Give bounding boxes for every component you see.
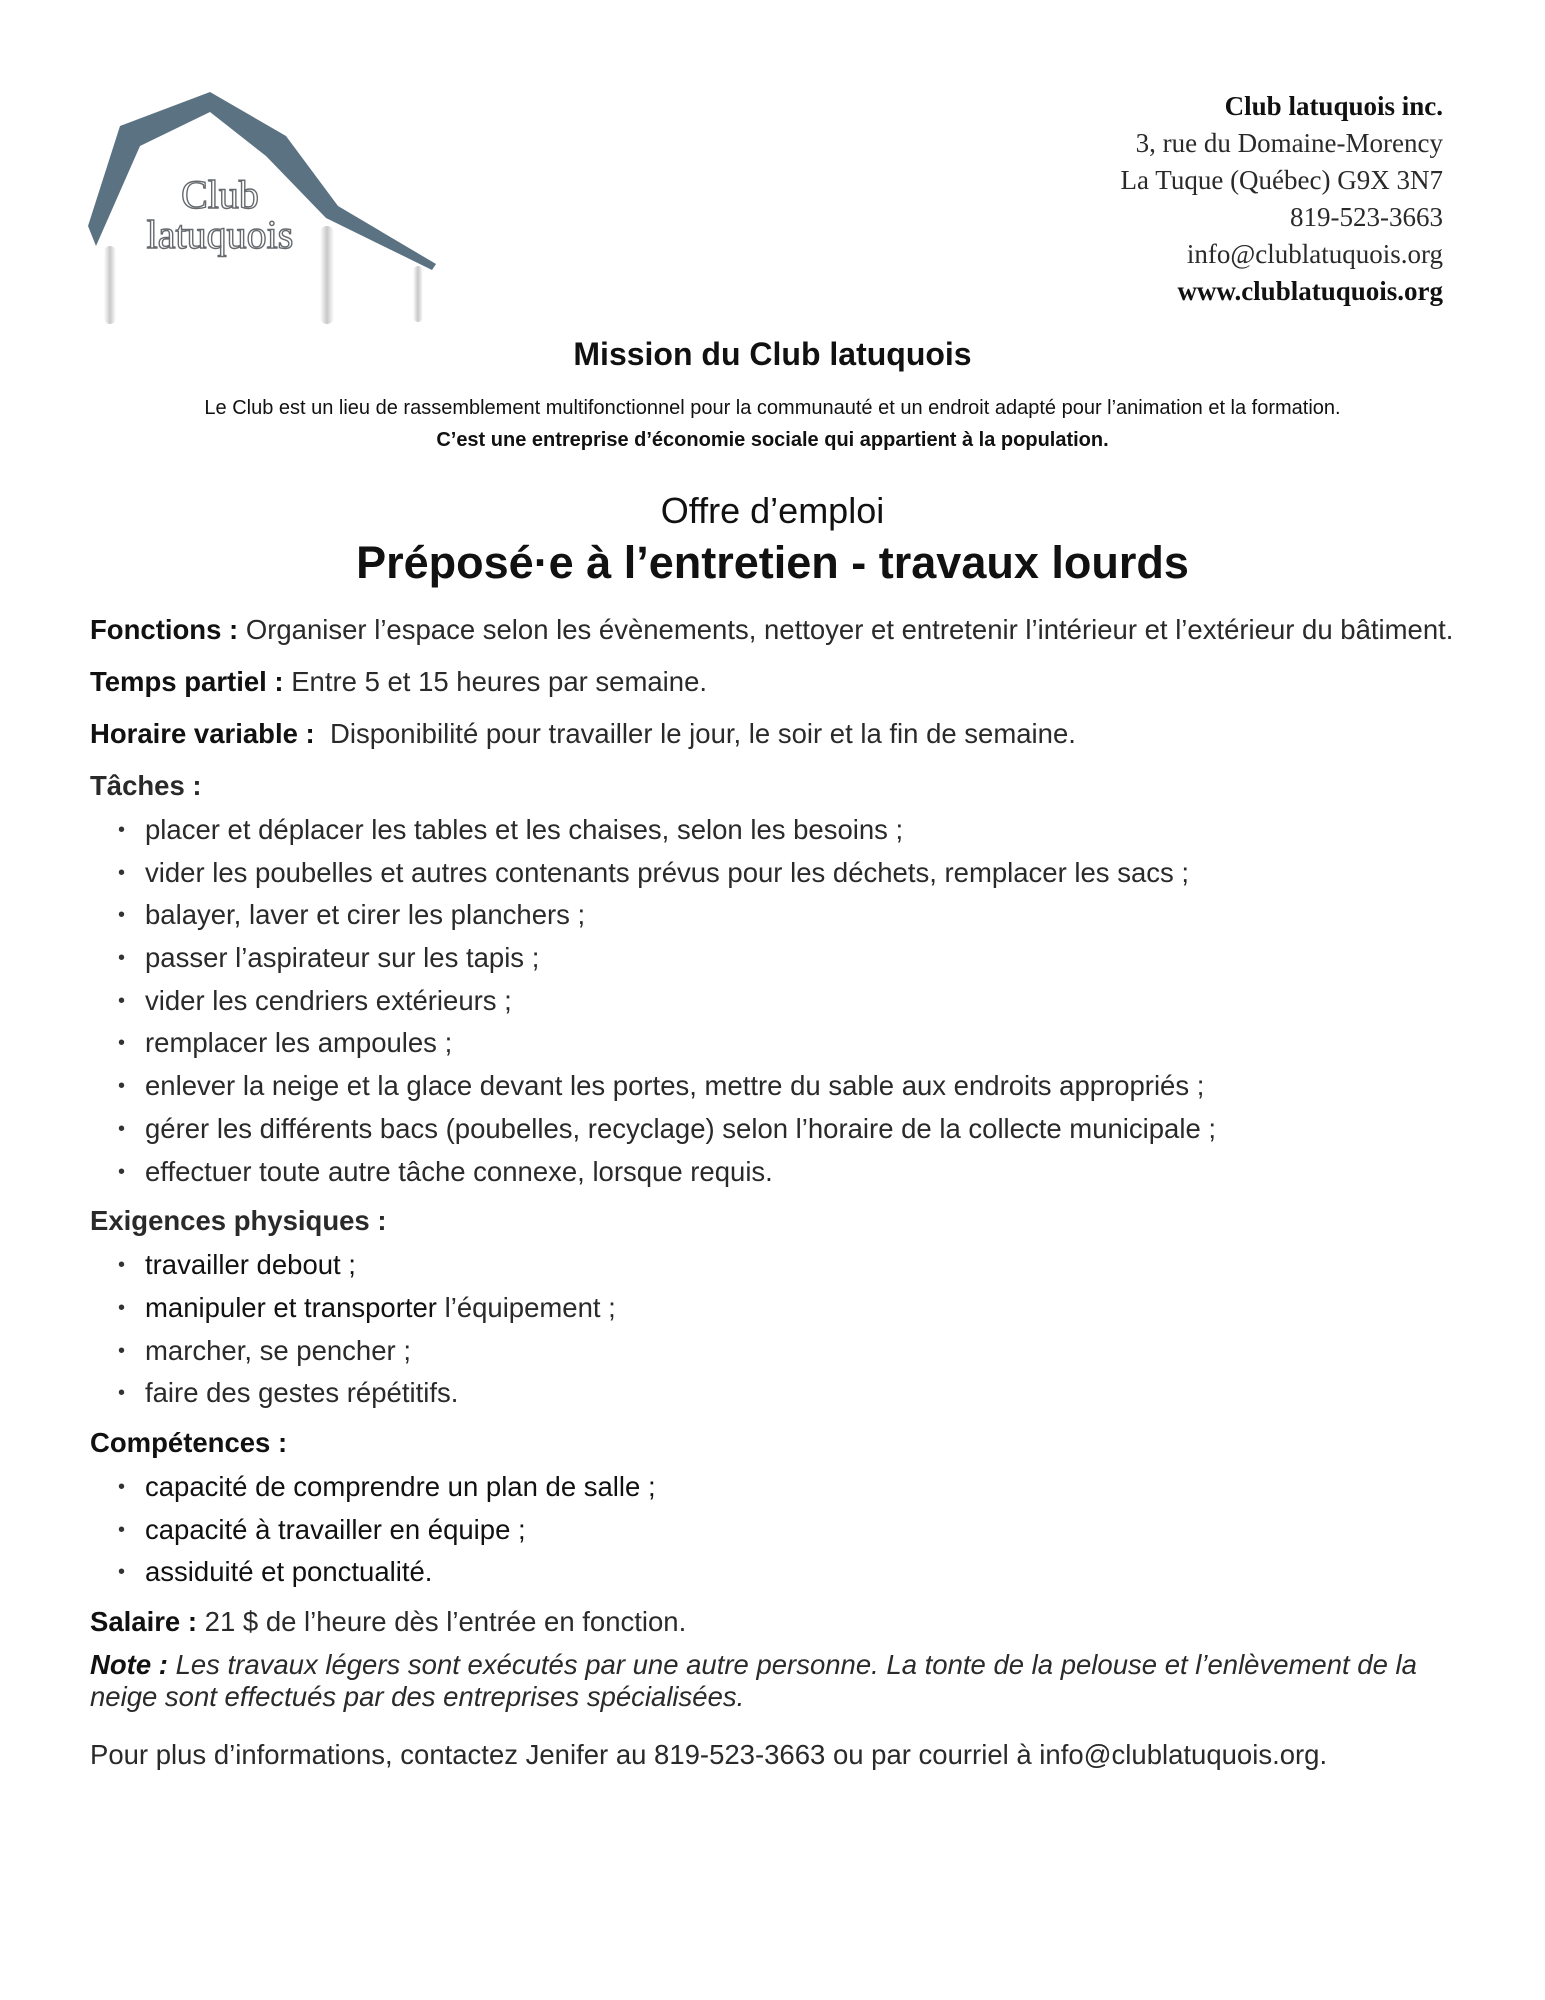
bullet-icon: • — [118, 989, 126, 1012]
taches-heading: Tâches : — [90, 770, 202, 801]
salaire-paragraph — [90, 1604, 1460, 1639]
offer-label: Offre d’emploi — [660, 490, 885, 531]
contact-line: Pour plus d’informations, contactez Jenifer au 819-523-3663 ou par courriel à info@clublatuquois.org. — [90, 1739, 1328, 1770]
mission-title: Mission du Club latuquois — [573, 336, 972, 372]
list-item: • remplacer les ampoules ; — [90, 1022, 1460, 1065]
bullet-icon: • — [118, 819, 126, 841]
list-item: • vider les poubelles et autres contenants prévus pour les déchets, remplacer les sacs ; — [90, 852, 1460, 895]
temps-text: Entre 5 et 15 heures par semaine. — [291, 666, 708, 697]
job-content — [90, 612, 1460, 1772]
mission-line-2: C’est une entreprise d’économie sociale qui appartient à la population. — [436, 429, 1109, 451]
list-item: • manipuler et transporter l’équipement ; — [90, 1287, 1460, 1330]
bullet-icon: • — [118, 1160, 126, 1183]
temps-label: Temps partiel : — [90, 666, 284, 697]
bullet-icon: • — [118, 1117, 126, 1140]
horaire-label: Horaire variable : — [90, 718, 315, 749]
bullet-icon: • — [118, 1296, 126, 1319]
exigences-heading: Exigences physiques : — [90, 1205, 387, 1237]
note-paragraph — [90, 1649, 1460, 1713]
bullet-icon: • — [118, 1032, 126, 1055]
fonctions-label: Fonctions : — [90, 614, 239, 645]
list-item: • assiduité et ponctualité. — [90, 1551, 1460, 1594]
bullet-icon: • — [118, 1561, 126, 1584]
bullet-icon: • — [118, 1075, 126, 1098]
list-item: • travailler debout ; — [90, 1244, 1460, 1287]
logo-text-club: Club — [181, 172, 259, 217]
org-contact-block — [1121, 88, 1443, 310]
club-logo — [88, 86, 440, 326]
bullet-icon: • — [118, 947, 126, 970]
pillar-left — [104, 246, 116, 324]
job-title: Préposé·e à l’entretien - travaux lourds — [356, 537, 1189, 588]
logo-text-latuquois: latuquois — [146, 212, 294, 257]
org-phone: 819-523-3663 — [1290, 202, 1443, 232]
list-item: • marcher, se pencher ; — [90, 1330, 1460, 1373]
fonctions-paragraph — [90, 612, 1460, 647]
list-item: • vider les cendriers extérieurs ; — [90, 980, 1460, 1023]
bullet-icon: • — [118, 861, 126, 884]
exigences-list — [90, 1244, 1460, 1415]
pillar-right — [413, 266, 423, 322]
org-email[interactable]: info@clublatuquois.org — [1186, 239, 1443, 269]
pillar-mid — [320, 226, 334, 324]
salaire-label: Salaire : — [90, 1606, 198, 1637]
list-item: • passer l’aspirateur sur les tapis ; — [90, 937, 1460, 980]
bullet-icon: • — [118, 1518, 126, 1541]
bullet-icon: • — [118, 904, 126, 927]
taches-list — [90, 809, 1460, 1193]
salaire-text: 21 $ de l’heure dès l’entrée en fonction. — [204, 1606, 687, 1637]
competences-heading: Compétences : — [90, 1426, 288, 1458]
list-item: • effectuer toute autre tâche connexe, lorsque requis. — [90, 1151, 1460, 1194]
mission-line-1: Le Club est un lieu de rassemblement multifonctionnel pour la communauté et un endroit adapté pour l’animation et la formation. — [204, 397, 1341, 419]
temps-paragraph — [90, 664, 1460, 699]
list-item: • faire des gestes répétitifs. — [90, 1372, 1460, 1415]
list-item: • capacité à travailler en équipe ; — [90, 1509, 1460, 1552]
list-item: • capacité de comprendre un plan de salle ; — [90, 1466, 1460, 1509]
bullet-icon: • — [118, 1339, 126, 1362]
bullet-icon: • — [118, 1475, 126, 1498]
org-city: La Tuque (Québec) G9X 3N7 — [1120, 165, 1443, 195]
org-name: Club latuquois inc. — [1224, 91, 1443, 121]
org-website[interactable]: www.clublatuquois.org — [1177, 276, 1443, 306]
list-item: • enlever la neige et la glace devant les portes, mettre du sable aux endroits appropriés ; — [90, 1065, 1460, 1108]
horaire-paragraph — [90, 716, 1460, 751]
fonctions-text: Organiser l’espace selon les évènements, nettoyer et entretenir l’intérieur et l’extérieur du bâtiment. — [245, 614, 1454, 645]
bullet-icon: • — [118, 1254, 126, 1277]
bullet-icon: • — [118, 1382, 126, 1405]
org-address: 3, rue du Domaine-Morency — [1135, 128, 1443, 158]
list-item: • gérer les différents bacs (poubelles, recyclage) selon l’horaire de la collecte municipale ; — [90, 1108, 1460, 1151]
note-text: Les travaux légers sont exécutés par une autre personne. La tonte de la pelouse et l’enlèvement de la neige sont effectués par des entreprises spécialisées. — [90, 1649, 1417, 1712]
competences-list — [90, 1466, 1460, 1594]
mission-text — [0, 392, 1545, 456]
list-item: • placer et déplacer les tables et les chaises, selon les besoins ; — [90, 809, 1460, 852]
note-label: Note : — [90, 1649, 168, 1680]
horaire-text: Disponibilité pour travailler le jour, le soir et la fin de semaine. — [329, 718, 1076, 749]
list-item: • balayer, laver et cirer les planchers ; — [90, 894, 1460, 937]
